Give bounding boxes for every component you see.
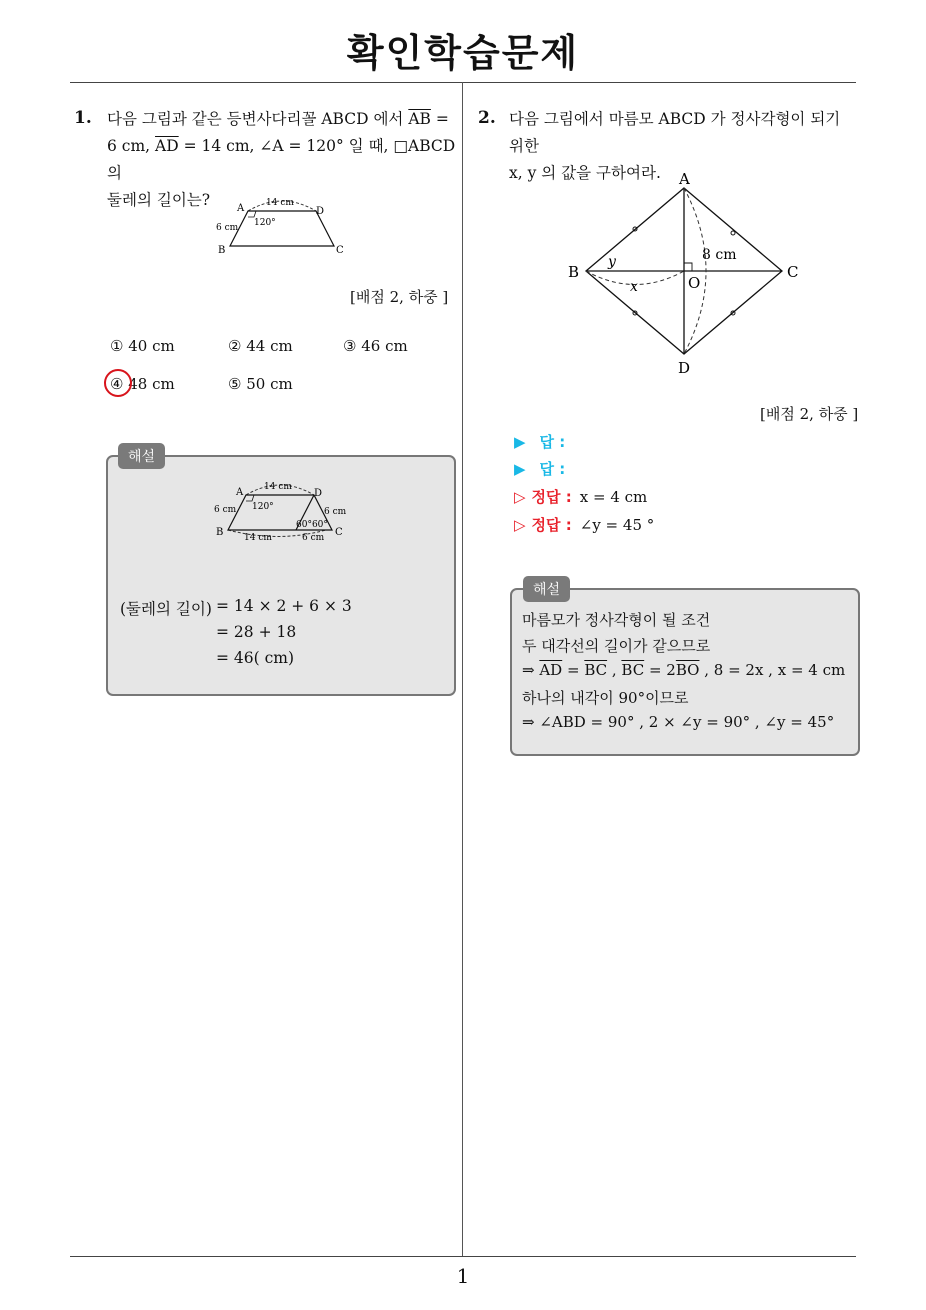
red-outline-triangle-icon: ▷: [514, 488, 526, 506]
q2-line-1: 다음 그림에서 마름모 ABCD 가 정사각형이 되기 위한: [509, 110, 841, 155]
q1-line-1: 다음 그림과 같은 등변사다리꼴 ABCD 에서 $\overline{AB}$ =: [107, 110, 449, 128]
q2-rhombus-figure: [560, 168, 810, 378]
q1-trapezoid-figure: [210, 193, 360, 263]
q2-right-angle-mark: [684, 263, 692, 271]
q1-solution-figure: [208, 477, 358, 547]
q1-sol-fig-side-right: 6 cm: [324, 507, 347, 517]
q1-number: 1.: [74, 108, 92, 128]
q2-line-2: x, y 의 값을 구하여라.: [509, 164, 661, 182]
page-title: 확인학습문제: [346, 31, 580, 75]
q2-correct-answer-row-2: ▷ 정답 : ∠y = 45 °: [514, 516, 655, 534]
q1-sol-fig-angles: 60°60°: [296, 520, 328, 530]
q1-sol-fig-angle: 120°: [252, 502, 274, 512]
q2-sol-line-1: 마름모가 정사각형이 될 조건: [522, 611, 711, 629]
q2-sol-line-5: ⇒ ∠ABD = 90° , 2 × ∠y = 90° , ∠y = 45°: [522, 713, 835, 731]
page-number: 1: [456, 1264, 470, 1288]
q1-solution-tag: 해설: [118, 443, 165, 469]
q2-fig-B: B: [568, 263, 580, 281]
q1-fig-side: 6 cm: [216, 223, 239, 233]
q2-correct-answer-row-1: ▷ 정답 : x = 4 cm: [514, 488, 648, 506]
q1-fig-C: C: [336, 245, 344, 256]
q1-sol-fig-D: D: [314, 488, 323, 499]
q1-choice-5[interactable]: ⑤ 50 cm: [228, 375, 293, 393]
header-rule: [70, 82, 856, 83]
q1-choice-4[interactable]: ④ 48 cm: [110, 375, 175, 393]
q1-choice-1[interactable]: ① 40 cm: [110, 337, 175, 355]
q1-selected-answer-circle: [104, 369, 132, 397]
q1-score: [배점 2, 하중 ]: [350, 288, 449, 306]
q1-fig-angle: 120°: [254, 218, 276, 228]
red-outline-triangle-icon: ▷: [514, 516, 526, 534]
q2-answer-row-1: ▶ 답 :: [514, 433, 566, 451]
q1-line-2: 6 cm, $\overline{AD} = 14$ cm, ∠A = 120° 일 때, □ABCD 의: [107, 137, 456, 182]
q2-correct-answer-1: x = 4 cm: [579, 488, 648, 506]
q1-choice-2[interactable]: ② 44 cm: [228, 337, 293, 355]
q2-sol-line-2: 두 대각선의 길이가 같으므로: [522, 637, 711, 655]
q2-correct-answer-2: ∠y = 45 °: [579, 516, 655, 534]
blue-triangle-icon: ▶: [514, 460, 526, 478]
q1-fig-A: A: [237, 203, 245, 214]
q2-fig-A: A: [679, 170, 690, 188]
q2-sol-line-3: ⇒ $\overline{AD} = \overline{BC}$ , $\overline{BC} = 2\overline{BO}$ , 8 = 2x , x = 4 cm: [522, 661, 846, 679]
q1-choice-3[interactable]: ③ 46 cm: [343, 337, 408, 355]
q1-fig-top: 14 cm: [266, 198, 294, 208]
q1-line-3: 둘레의 길이는?: [107, 191, 211, 209]
blue-triangle-icon: ▶: [514, 433, 526, 451]
q1-sol-line-1: = 14 × 2 + 6 × 3: [216, 597, 352, 615]
footer-rule: [70, 1256, 856, 1257]
q1-sol-fig-B: B: [216, 527, 224, 538]
q1-sol-line-3: = 46( cm): [216, 649, 295, 667]
q1-fig-D: D: [316, 206, 325, 217]
q1-sol-lhs: (둘레의 길이): [120, 600, 212, 618]
q2-fig-x: x: [630, 279, 638, 295]
q2-answer-row-2: ▶ 답 :: [514, 460, 566, 478]
q1-sol-fig-bottom-right: 6 cm: [302, 533, 325, 543]
q2-solution-tag: 해설: [523, 576, 570, 602]
q1-fig-B: B: [218, 245, 226, 256]
q1-sol-fig-top: 14 cm: [264, 482, 292, 492]
q1-angle-mark: [248, 211, 256, 217]
q2-number: 2.: [478, 108, 496, 128]
q2-fig-D: D: [678, 359, 691, 377]
q1-sol-line-2: = 28 + 18: [216, 623, 297, 641]
column-divider: [462, 82, 463, 1256]
q1-sol-fig-side-left: 6 cm: [214, 505, 237, 515]
q2-fig-O: O: [688, 274, 701, 292]
q1-sol-fig-C: C: [335, 527, 343, 538]
q2-fig-y: y: [608, 254, 616, 270]
q1-sol-fig-A: A: [236, 487, 244, 498]
q2-sol-line-4: 하나의 내각이 90°이므로: [522, 689, 689, 707]
q2-score: [배점 2, 하중 ]: [760, 405, 859, 423]
q2-fig-length: 8 cm: [702, 247, 737, 263]
q2-fig-C: C: [787, 263, 799, 281]
q1-sol-fig-bottom: 14 cm: [244, 533, 272, 543]
